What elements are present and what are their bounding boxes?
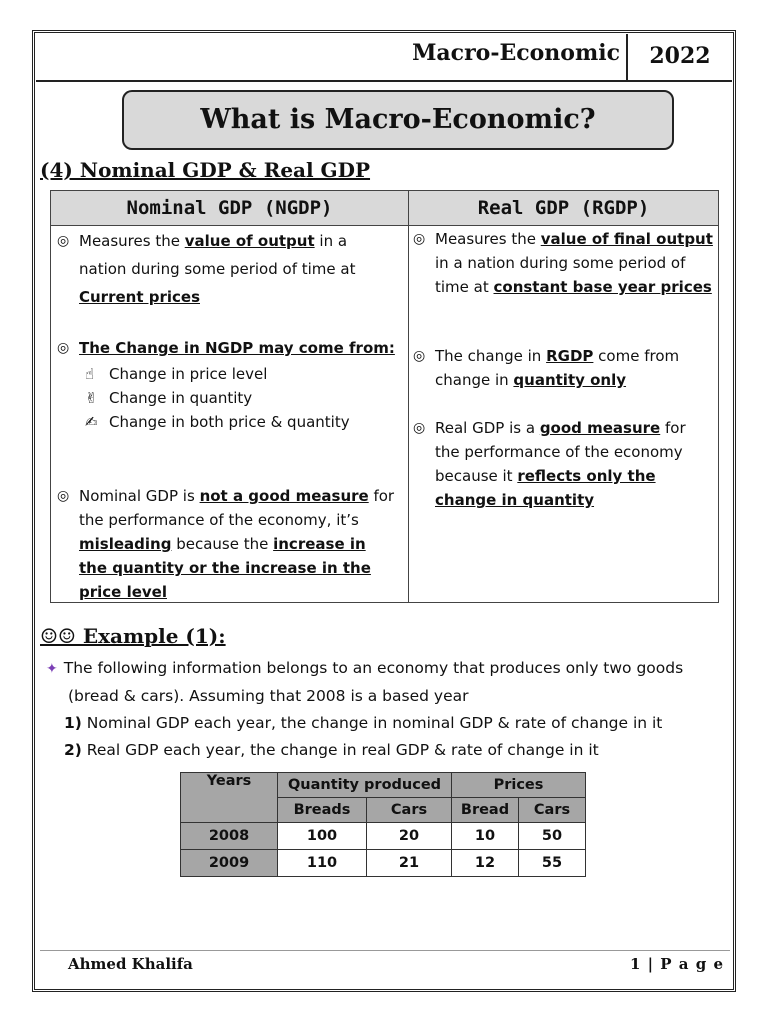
example-question-1: 1) Nominal GDP each year, the change in nominal GDP & rate of change in it	[64, 714, 663, 732]
header-title: Macro-Economic	[412, 40, 620, 66]
footer-page-number: 1 | P a g e	[629, 955, 724, 973]
table-cell: 55	[519, 850, 586, 877]
table-cell: 50	[519, 823, 586, 850]
th-breads: Breads	[278, 798, 367, 823]
ngdp-point-3: ◎ Nominal GDP is not a good measure for the performance of the economy, it’s misleading because the increase in the quantity or the increase in the price level	[57, 484, 397, 604]
rgdp-header: Real GDP (RGDP)	[409, 191, 718, 226]
target-bullet-icon: ◎	[413, 420, 426, 436]
ngdp-header: Nominal GDP (NGDP)	[51, 191, 409, 226]
page-header	[36, 34, 732, 82]
rgdp-point-2: ◎ The change in RGDP come from change in quantity only	[413, 344, 713, 392]
example-intro: ✦ The following information belongs to an economy that produces only two goods	[46, 659, 684, 677]
ngdp-sub-1: ☝ Change in price level	[57, 362, 397, 386]
column-divider	[408, 225, 409, 602]
table-cell: 20	[367, 823, 452, 850]
target-bullet-icon: ◎	[57, 233, 70, 249]
target-bullet-icon: ◎	[57, 340, 70, 356]
comparison-table	[50, 190, 719, 603]
th-prices: Prices	[452, 773, 586, 798]
example-body	[46, 655, 736, 764]
hand-one-icon: ☝	[85, 365, 95, 383]
footer-author: Ahmed Khalifa	[68, 955, 193, 973]
section-heading: (4) Nominal GDP & Real GDP	[40, 158, 371, 182]
header-year: 2022	[626, 34, 732, 80]
target-bullet-icon: ◎	[57, 488, 70, 504]
data-table	[180, 772, 586, 877]
table-cell: 21	[367, 850, 452, 877]
page-title: What is Macro-Economic?	[122, 90, 674, 150]
hand-three-icon: ✍	[85, 413, 98, 431]
th-bread: Bread	[452, 798, 519, 823]
ngdp-sub-2: ✌ Change in quantity	[57, 386, 397, 410]
rgdp-point-1: ◎ Measures the value of final output in a nation during some period of time at constant base year prices	[413, 227, 713, 299]
sparkle-bullet-icon: ✦	[46, 661, 58, 677]
th-years: Years	[181, 773, 278, 823]
hand-two-icon: ✌	[85, 389, 98, 407]
table-cell: 100	[278, 823, 367, 850]
ngdp-point-1: ◎ Measures the value of output in a nation during some period of time at Current prices	[57, 227, 397, 311]
table-row-year: 2009	[181, 850, 278, 877]
footer-divider	[40, 950, 730, 951]
table-cell: 110	[278, 850, 367, 877]
target-bullet-icon: ◎	[413, 231, 426, 247]
th-cars-price: Cars	[519, 798, 586, 823]
ngdp-point-2: ◎ The Change in NGDP may come from: ☝ Change in price level ✌ Change in quantity ✍ Change in both price & quantity	[57, 334, 397, 434]
table-cell: 10	[452, 823, 519, 850]
rgdp-point-3: ◎ Real GDP is a good measure for the performance of the economy because it reflects only the change in quantity	[413, 416, 713, 512]
example-intro-cont: (bread & cars). Assuming that 2008 is a based year	[68, 687, 469, 705]
example-heading: ☺☺ Example (1):	[40, 624, 226, 648]
th-cars: Cars	[367, 798, 452, 823]
table-row-year: 2008	[181, 823, 278, 850]
table-cell: 12	[452, 850, 519, 877]
example-question-2: 2) Real GDP each year, the change in real GDP & rate of change in it	[64, 741, 599, 759]
target-bullet-icon: ◎	[413, 348, 426, 364]
th-quantity: Quantity produced	[278, 773, 452, 798]
ngdp-sub-3: ✍ Change in both price & quantity	[57, 410, 397, 434]
